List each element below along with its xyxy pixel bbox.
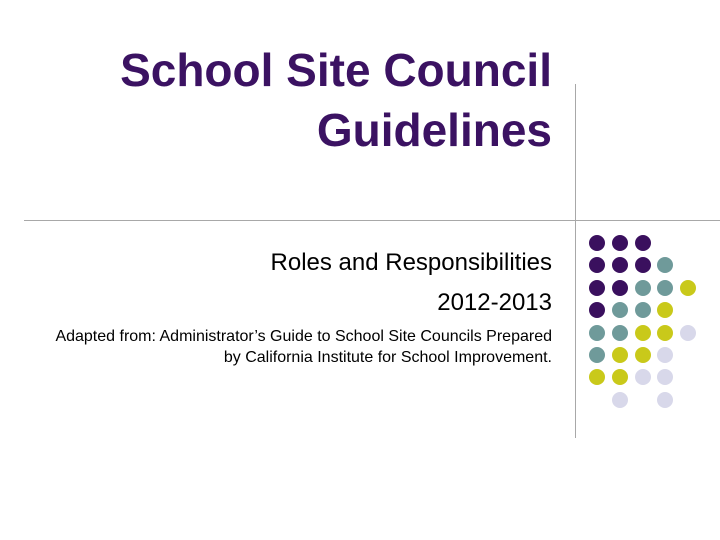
decorative-dot <box>612 235 628 251</box>
decorative-dot <box>589 347 605 363</box>
decorative-dot <box>612 325 628 341</box>
decorative-dot <box>635 257 651 273</box>
decorative-dot <box>680 325 696 341</box>
decorative-dot <box>635 302 651 318</box>
decorative-dot <box>612 280 628 296</box>
title-line-2: Guidelines <box>316 104 552 156</box>
decorative-dot <box>635 280 651 296</box>
decorative-dot <box>657 302 673 318</box>
decorative-dot <box>657 325 673 341</box>
decorative-dot <box>635 325 651 341</box>
decorative-dot <box>589 302 605 318</box>
decorative-dot <box>612 347 628 363</box>
decorative-dot <box>589 369 605 385</box>
title-line-1: School Site Council <box>120 44 552 96</box>
decorative-dot <box>635 235 651 251</box>
decorative-dot <box>657 257 673 273</box>
decorative-dot <box>589 257 605 273</box>
decorative-dot <box>657 347 673 363</box>
decorative-dot <box>680 280 696 296</box>
decorative-dot <box>635 369 651 385</box>
decorative-dot <box>612 302 628 318</box>
subtitle-attribution: Adapted from: Administrator’s Guide to School Site Councils Prepared by California Institute for School Improvement. <box>55 328 552 366</box>
decorative-dot <box>657 369 673 385</box>
decorative-dot <box>612 369 628 385</box>
subtitle-year: 2012-2013 <box>437 289 552 316</box>
decorative-dot <box>589 280 605 296</box>
decorative-dot <box>589 235 605 251</box>
decorative-dot <box>635 347 651 363</box>
decorative-dot <box>589 325 605 341</box>
decorative-dot <box>612 392 628 408</box>
decorative-dot <box>657 392 673 408</box>
subtitle-roles: Roles and Responsibilities <box>270 249 552 276</box>
decorative-dot <box>657 280 673 296</box>
decorative-dot <box>612 257 628 273</box>
